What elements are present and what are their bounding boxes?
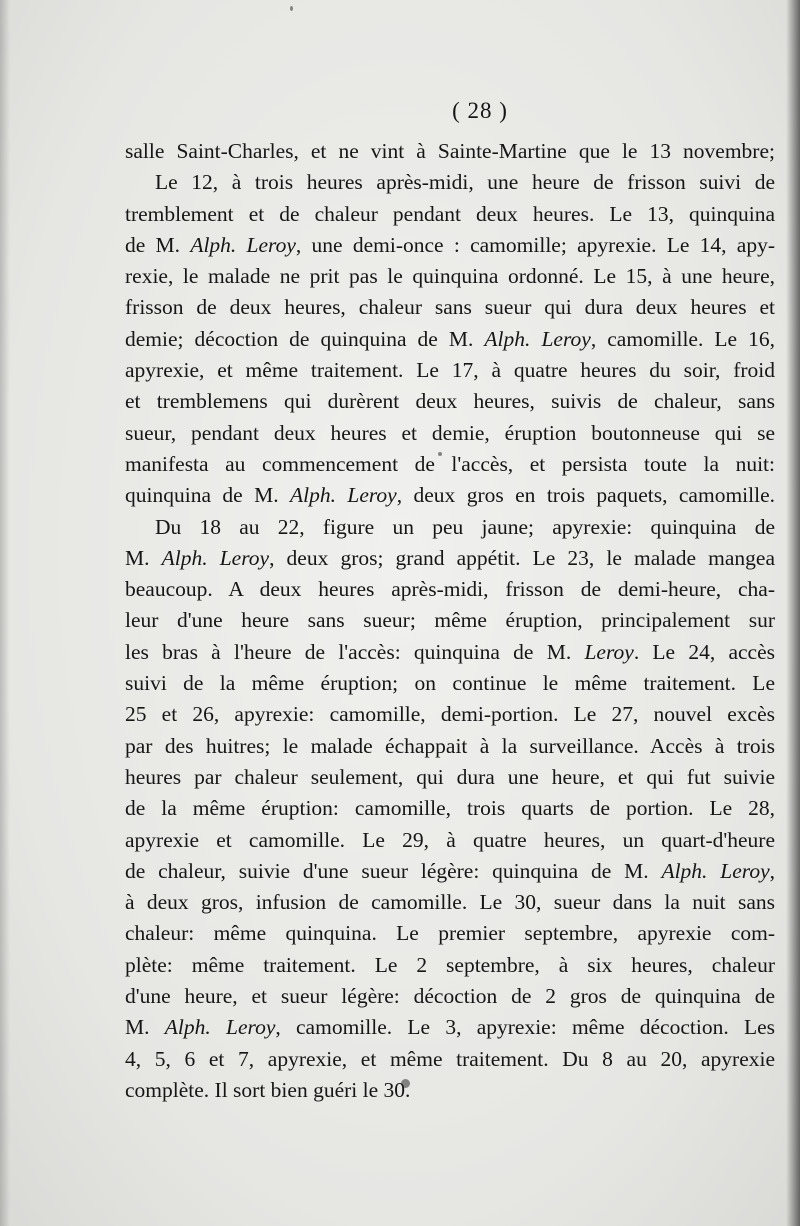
text-line bbox=[125, 543, 775, 574]
text-segment: tremblement et de chaleur pendant deux heures. Le 13, quinquina bbox=[125, 201, 775, 226]
page-number: ( 28 ) bbox=[452, 98, 508, 123]
text-segment: demie; décoction de quinquina de M. bbox=[125, 326, 485, 351]
text-line bbox=[125, 1012, 775, 1043]
text-line bbox=[125, 574, 775, 605]
author-name: Alph. Leroy bbox=[164, 1015, 276, 1040]
text-line bbox=[125, 918, 775, 949]
text-line bbox=[125, 230, 775, 261]
author-name: Alph. Leroy bbox=[161, 545, 270, 570]
text-segment: , camomille. Le 3, apyrexie: même décoction. Les bbox=[275, 1015, 776, 1040]
text-line bbox=[125, 386, 775, 417]
text-segment: de M. bbox=[125, 232, 191, 257]
body-text bbox=[125, 136, 775, 1106]
text-segment: , deux gros en trois paquets, camomille. bbox=[396, 483, 776, 508]
author-name: Alph. Leroy bbox=[484, 326, 591, 351]
text-line bbox=[125, 292, 775, 323]
text-segment: suivi de la même éruption; on continue le même traitement. Le bbox=[125, 671, 775, 696]
text-segment: heures par chaleur seulement, qui dura une heure, et qui fut suivie bbox=[125, 764, 775, 789]
text-line bbox=[125, 418, 775, 449]
text-segment: apyrexie, et même traitement. Le 17, à quatre heures du soir, froid bbox=[125, 358, 775, 383]
text-segment: chaleur: même quinquina. Le premier septembre, apyrexie com- bbox=[125, 921, 775, 946]
text-segment: M. bbox=[125, 1015, 165, 1040]
text-line bbox=[125, 637, 775, 668]
text-segment: de chaleur, suivie d'une sueur légère: quinquina de M. bbox=[125, 858, 662, 883]
text-line bbox=[125, 605, 775, 636]
text-line bbox=[125, 856, 775, 887]
text-line bbox=[125, 1075, 775, 1106]
page-left-shadow bbox=[0, 0, 10, 1226]
text-line bbox=[125, 199, 775, 230]
author-name: Alph. Leroy bbox=[190, 232, 296, 257]
text-segment: 25 et 26, apyrexie: camomille, demi-portion. Le 27, nouvel excès bbox=[125, 702, 775, 727]
text-segment: de la même éruption: camomille, trois quarts de portion. Le 28, bbox=[125, 796, 775, 821]
text-segment: M. bbox=[125, 545, 162, 570]
page-right-shadow bbox=[786, 0, 800, 1226]
text-segment: salle Saint-Charles, et ne vint à Sainte-Martine que le 13 novembre; bbox=[125, 139, 775, 163]
text-line bbox=[125, 136, 775, 167]
text-segment: complète. Il sort bien guéri le 30. bbox=[125, 1077, 411, 1102]
text-segment: et tremblemens qui durèrent deux heures, suivis de chaleur, sans bbox=[125, 389, 775, 414]
author-name: Leroy bbox=[584, 639, 634, 664]
text-segment: Du 18 au 22, figure un peu jaune; apyrexie: quinquina de bbox=[155, 514, 775, 539]
text-line bbox=[125, 699, 775, 730]
text-line bbox=[125, 480, 775, 511]
text-segment: les bras à l'heure de l'accès: quinquina de M. bbox=[125, 639, 585, 664]
text-segment: plète: même traitement. Le 2 septembre, à six heures, chaleur bbox=[125, 952, 775, 977]
text-line bbox=[125, 261, 775, 292]
text-segment: sueur, pendant deux heures et demie, éruption boutonneuse qui se bbox=[125, 420, 775, 445]
text-segment: 4, 5, 6 et 7, apyrexie, et même traitement. Du 8 au 20, apyrexie bbox=[125, 1046, 775, 1071]
text-segment: beaucoup. A deux heures après-midi, frisson de demi-heure, cha- bbox=[125, 577, 775, 602]
text-segment: Le 12, à trois heures après-midi, une heure de frisson suivi de bbox=[155, 170, 775, 195]
text-segment: , deux gros; grand appétit. Le 23, le malade mangea bbox=[269, 545, 776, 570]
text-line bbox=[125, 355, 775, 386]
text-line bbox=[125, 512, 775, 543]
text-line bbox=[125, 449, 775, 480]
text-line bbox=[125, 762, 775, 793]
text-line bbox=[125, 731, 775, 762]
text-line bbox=[125, 950, 775, 981]
text-segment: apyrexie et camomille. Le 29, à quatre heures, un quart-d'heure bbox=[125, 827, 775, 852]
author-name: Alph. Leroy bbox=[661, 858, 770, 883]
text-line bbox=[125, 324, 775, 355]
author-name: Alph. Leroy bbox=[289, 483, 397, 508]
text-segment: manifesta au commencement de l'accès, et persista toute la nuit: bbox=[125, 451, 775, 476]
text-segment: par des huitres; le malade échappait à la surveillance. Accès à trois bbox=[125, 733, 775, 758]
text-segment: , une demi-once : camomille; apyrexie. Le 14, apy- bbox=[295, 232, 775, 257]
text-line bbox=[125, 668, 775, 699]
text-segment: . Le 24, accès bbox=[633, 639, 775, 664]
text-segment: leur d'une heure sans sueur; même éruption, principalement sur bbox=[125, 608, 775, 633]
text-line bbox=[125, 167, 775, 198]
text-line bbox=[125, 825, 775, 856]
text-segment: à deux gros, infusion de camomille. Le 30, sueur dans la nuit sans bbox=[125, 890, 775, 915]
text-segment: frisson de deux heures, chaleur sans sueur qui dura deux heures et bbox=[125, 295, 775, 320]
text-line bbox=[125, 981, 775, 1012]
ink-speck bbox=[290, 6, 293, 11]
text-line bbox=[125, 887, 775, 918]
text-segment: , bbox=[769, 858, 776, 883]
text-segment: rexie, le malade ne prit pas le quinquina ordonné. Le 15, à une heure, bbox=[125, 264, 775, 289]
text-line bbox=[125, 793, 775, 824]
text-segment: quinquina de M. bbox=[125, 483, 290, 508]
text-segment: , camomille. Le 16, bbox=[590, 326, 775, 351]
text-line bbox=[125, 1044, 775, 1075]
text-segment: d'une heure, et sueur légère: décoction de 2 gros de quinquina de bbox=[125, 984, 775, 1009]
